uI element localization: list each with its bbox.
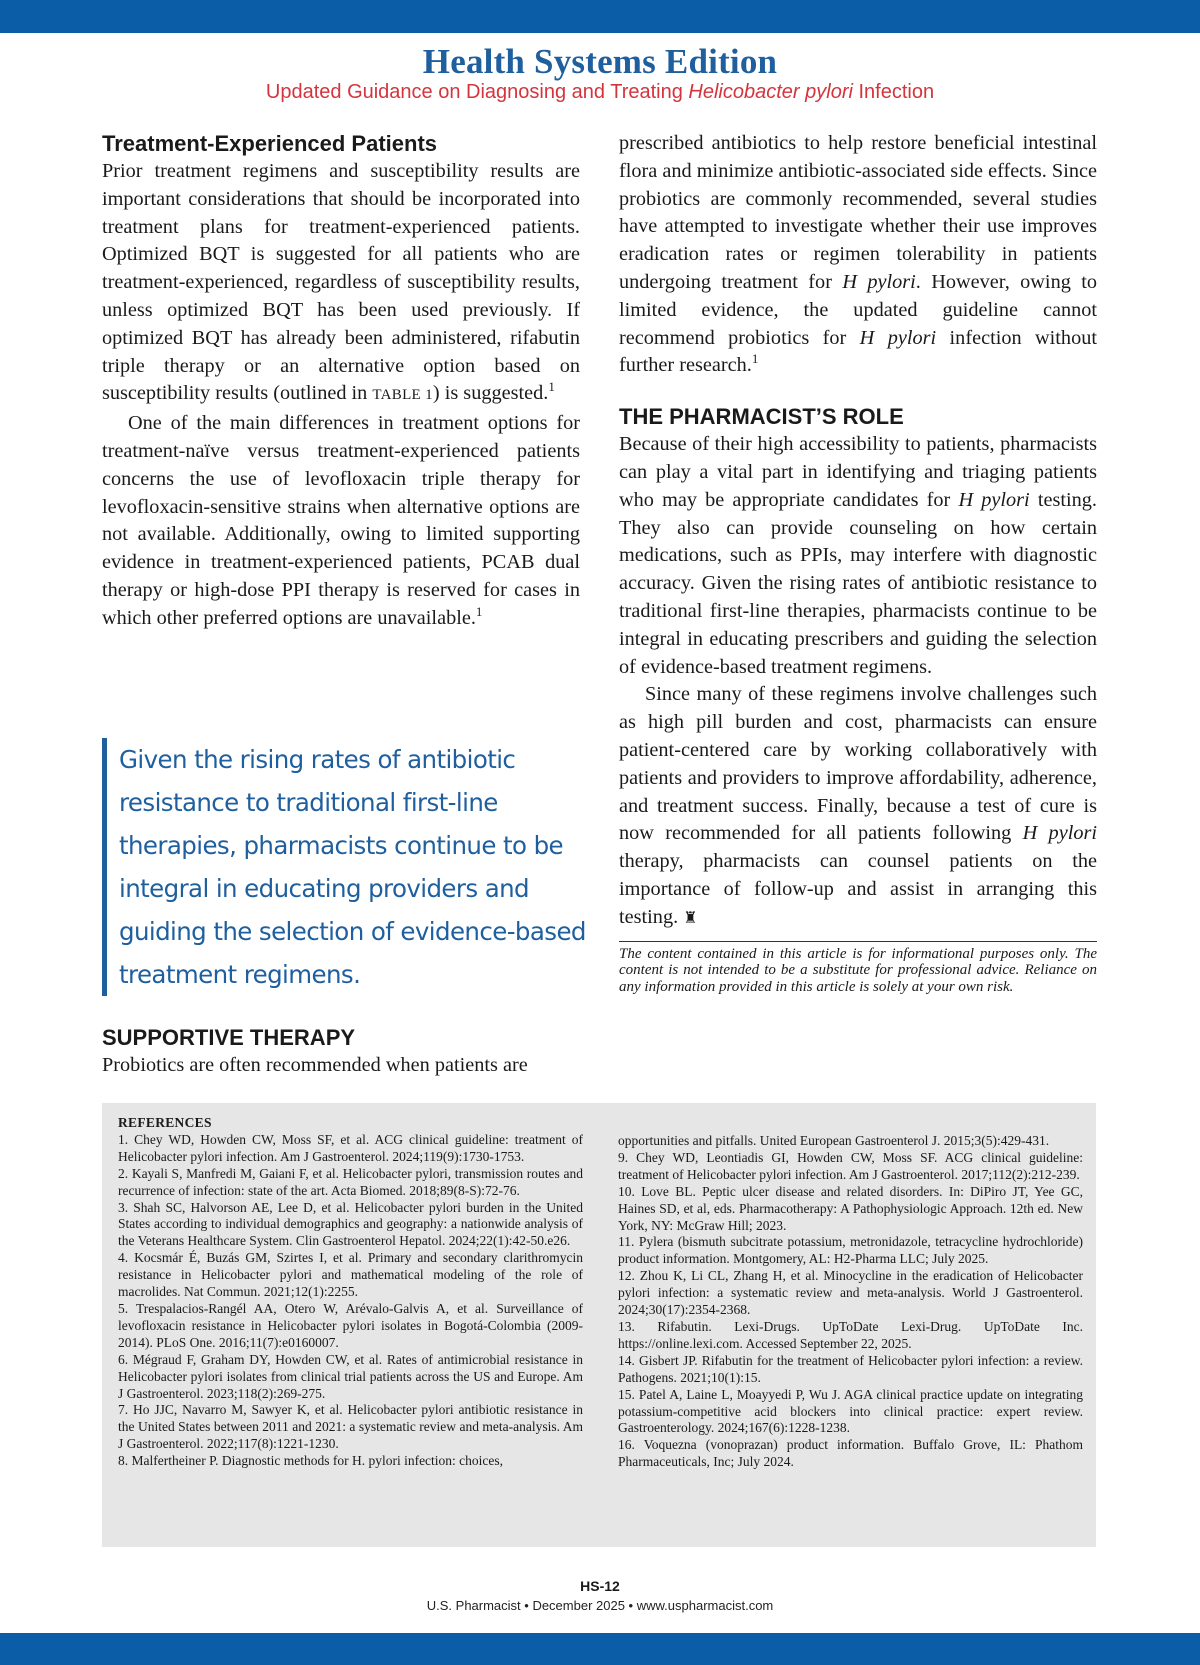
paragraph: Since many of these regimens involve challenges such as high pill burden and cost, pharmacists can ensure patient-centered care by working collaboratively with patients and providers to improve affordability, adherence, and treatment success. Finally, because a test of cure is now recommended for all patients following H pylori therapy, pharmacists can counsel patients on the importance of follow-up and assist in arranging this testing. ♜ — [619, 683, 1098, 928]
reference-item: 4. Kocsmár É, Buzás GM, Szirtes I, et al. Primary and secondary clarithromycin resistance in Helicobacter pylori and mathematical modeling of the role of macrolides. Nat Commun. 2021;12(1):2255. — [118, 1250, 583, 1300]
references-left-column — [118, 1115, 583, 1470]
reference-item: 15. Patel A, Laine L, Moayyedi P, Wu J. AGA clinical practice update on integrating potassium-competitive acid blockers into clinical practice: expert review. Gastroenterology. 2024;167(6):1228-1238. — [618, 1386, 1083, 1436]
reference-item: 3. Shah SC, Halvorson AE, Lee D, et al. Helicobacter pylori burden in the United States according to individual demographics and geography: a nationwide analysis of the Veterans Healthcare System. Clin Gastroenterol Hepatol. 2024;22(1):42-50.e26. — [118, 1199, 583, 1249]
reference-item: 8. Malfertheiner P. Diagnostic methods for H. pylori infection: choices, — [118, 1453, 504, 1469]
top-color-bar — [0, 0, 1200, 33]
pull-quote: Given the rising rates of antibiotic resistance to traditional first-line therapies, pharmacists continue to be integral in educating providers and guiding the selection of evidence-based treatment regimens. — [102, 738, 589, 996]
citation: 1 — [751, 351, 759, 367]
citation: 1 — [475, 603, 483, 619]
reference-item: 11. Pylera (bismuth subcitrate potassium, metronidazole, tetracycline hydrochloride) product information. Montgomery, AL: H2-Pharma LLC; July 2025. — [618, 1234, 1083, 1267]
section-heading-treatment-experienced: Treatment-Experienced Patients — [102, 131, 438, 156]
paragraph: prescribed antibiotics to help restore beneficial intestinal flora and minimize antibiotic-associated side effects. Since probiotics are commonly recommended, several studies have attempted to investigate whether their use improves eradication rates or regimen tolerability in patients undergoing treatment for H pylori. However, owing to limited evidence, the updated guideline cannot recommend probiotics for H pylori infection without further research.$^1$ — [619, 132, 1097, 377]
reference-item: 7. Ho JJC, Navarro M, Sawyer K, et al. Helicobacter pylori antibiotic resistance in the United States between 2011 and 2021: a systematic review and meta-analysis. Am J Gastroenterol. 2022;117(8):1221-1230. — [118, 1402, 583, 1452]
reference-item: 1. Chey WD, Howden CW, Moss SF, et al. ACG clinical guideline: treatment of Helicobacter pylori infection. Am J Gastroenterol. 2024;119(9):1730-1753. — [118, 1131, 583, 1164]
references-list — [618, 1133, 1083, 1471]
edition-title: Health Systems Edition — [422, 42, 778, 81]
reference-item: 6. Mégraud F, Graham DY, Howden CW, et al. Rates of antimicrobial resistance in Helicobacter pylori isolates from clinical trial patients across the US and Europe. Am J Gastroenterol. 2023;118(2):269-275. — [118, 1351, 583, 1401]
article-subtitle: Updated Guidance on Diagnosing and Treating Helicobacter pylori Infection — [265, 81, 935, 103]
references-title: REFERENCES — [118, 1115, 212, 1130]
reference-item: 5. Trespalacios-Rangél AA, Otero W, Arévalo-Galvis A, et al. Surveillance of levofloxacin resistance in Helicobacter pylori isolates in Bogotá-Colombia (2009-2014). PLoS One. 2016;11(7):e0160007. — [118, 1300, 583, 1350]
citation: 1 — [548, 379, 555, 395]
reference-item: 2. Kayali S, Manfredi M, Gaiani F, et al. Helicobacter pylori, transmission routes and recurrence of infection: state of the art. Acta Biomed. 2018;89(8-S):72-76. — [118, 1165, 583, 1198]
references-right-column — [618, 1133, 1083, 1471]
reference-item: 16. Voquezna (vonoprazan) product information. Buffalo Grove, IL: Phathom Pharmaceuticals, Inc; July 2024. — [618, 1437, 1083, 1470]
paragraph: Because of their high accessibility to patients, pharmacists can play a vital part in identifying and triaging patients who may be appropriate candidates for H pylori testing. They also can provide counseling on how certain medications, such as PPIs, may interfere with diagnostic accuracy. Given the rising rates of antibiotic resistance to traditional first-line therapies, pharmacists continue to be integral in educating prescribers and guiding the selection of evidence-based treatment regimens. — [619, 433, 1097, 678]
reference-item: 13. Rifabutin. Lexi-Drugs. UpToDate Lexi-Drug. UpToDate Inc. https://online.lexi.com. Accessed September 22, 2025. — [618, 1318, 1083, 1351]
table-reference: TABLE 1 — [372, 387, 433, 404]
section-heading-pharmacists-role: THE PHARMACIST’S ROLE — [619, 404, 904, 430]
disclaimer: The content contained in this article is for informational purposes only. The content is not intended to be a substitute for professional advice. Reliance on any information provided in this article is solely at your own risk. — [619, 941, 1097, 996]
reference-item: opportunities and pitfalls. United European Gastroenterol J. 2015;3(5):429-431. — [618, 1133, 1050, 1148]
section-heading-supportive-therapy: SUPPORTIVE THERAPY — [102, 1025, 356, 1050]
paragraph: One of the main differences in treatment options for treatment-naïve versus treatment-experienced patients concerns the use of levofloxacin triple therapy for levofloxacin-sensitive strains when alternative options are not available. Additionally, owing to limited supporting evidence in treatment-experienced patients, PCAB dual therapy or high-dose PPI therapy is reserved for cases in which other preferred options are unavailable.$^1$ — [102, 412, 580, 629]
reference-item: 9. Chey WD, Leontiadis GI, Howden CW, Moss SF. ACG clinical guideline: treatment of Helicobacter pylori infection. Am J Gastroenterol. 2017;112(2):212-239. — [618, 1149, 1083, 1182]
bottom-color-bar — [0, 1633, 1200, 1665]
end-mark-icon: ♜ — [683, 909, 698, 927]
reference-item: 12. Zhou K, Li CL, Zhang H, et al. Minocycline in the eradication of Helicobacter pylori infection: a systematic review and meta-analysis. World J Gastroenterol. 2024;30(17):2354-2368. — [618, 1268, 1083, 1318]
supportive-therapy-section — [102, 1024, 580, 1080]
paragraph: Probiotics are often recommended when patients are — [102, 1054, 528, 1076]
right-column — [619, 130, 1097, 995]
paragraph: Prior treatment regimens and susceptibility results are important considerations that should be incorporated into treatment plans for treatment-experienced patients. Optimized BQT is suggested for all patients who are treatment-experienced, regardless of susceptibility results, unless optimized BQT has been used previously. If optimized BQT has already been administered, rifabutin triple therapy or an alternative option based on susceptibility results (outlined in TABLE 1) is suggested.$^1$ — [102, 160, 580, 405]
left-column — [102, 130, 580, 633]
footer-line: U.S. Pharmacist • December 2025 • www.uspharmacist.com — [426, 1598, 774, 1613]
references-box — [102, 1103, 1096, 1547]
reference-item: 14. Gisbert JP. Rifabutin for the treatment of Helicobacter pylori infection: a review. Pathogens. 2021;10(1):15. — [618, 1352, 1083, 1385]
references-list — [118, 1132, 583, 1470]
reference-item: 10. Love BL. Peptic ulcer disease and related disorders. In: DiPiro JT, Yee GC, Haines SD, et al, eds. Pharmacotherapy: A Pathophysiologic Approach. 12th ed. New York, NY: McGraw Hill; 2023. — [618, 1183, 1083, 1233]
page-number: HS-12 — [580, 1578, 620, 1594]
